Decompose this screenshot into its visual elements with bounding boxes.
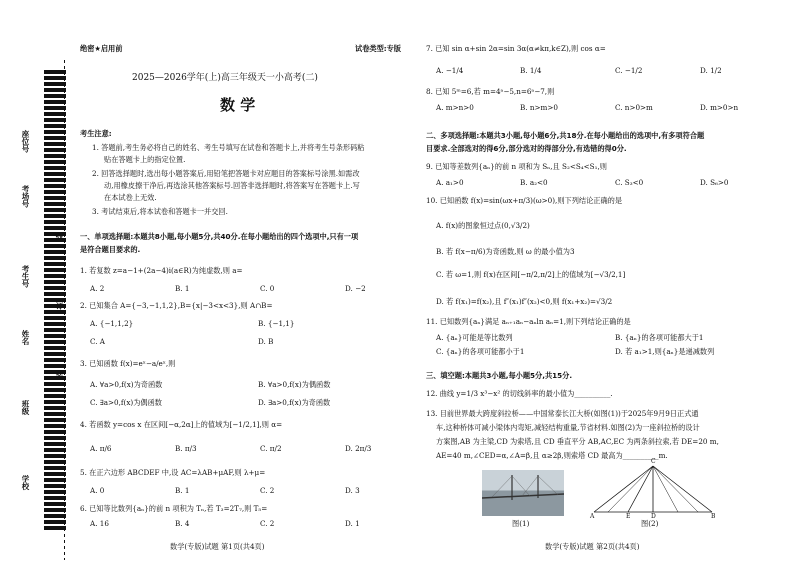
note-line: 2. 回答选择题时,选出每小题答案后,用铅笔把答题卡对应题目的答案标号涂黑.如需改: [92, 169, 360, 178]
option-c: C. π/2: [260, 444, 282, 453]
field-name: 姓名: [21, 330, 30, 345]
field-seat: 座位号: [21, 130, 30, 153]
option-c: C. 2: [260, 486, 275, 495]
question-text: 2. 已知集合 A={−3,−1,1,2},B={x|−3<x<3},则 A∩B=: [80, 301, 273, 310]
option-c: C. 若 ω=1,则 f(x)在区间[−π/2,π/2]上的值域为[−√3/2,1]: [436, 270, 626, 279]
option-b: B. ∀a>0,f(x)为偶函数: [258, 380, 331, 389]
field-school: 学校: [21, 475, 30, 490]
option-d: D. m>0>n: [700, 103, 739, 112]
option-a: A. {aₙ}可能是等比数列: [436, 333, 513, 342]
option-a: A. 2: [90, 284, 105, 293]
question-12: 12. 曲线 y=1/3 x³−x² 的切线斜率的最小值为__________.: [426, 389, 613, 398]
note-line: 3. 考试结束后,将本试卷和答题卡一并交回.: [92, 207, 228, 216]
question-text: 8. 已知 5ᵐ=6,若 m=4ᵃ−5,n=6ᵃ−7,则: [426, 87, 555, 96]
bridge-illustration: [482, 470, 564, 516]
point-c-label: C: [651, 458, 656, 465]
option-d: D. B: [258, 337, 274, 346]
question-text: 13. 目前世界最大跨度斜拉桥——中国常泰长江大桥(如图(1))于2025年9月9日正式通: [426, 409, 699, 418]
option-a: A. m>n>0: [436, 103, 474, 112]
question-text: 车,这种桥体可减小梁体内弯矩,减轻结构重量,节省材料.如图(2)为一座斜拉桥的设计: [436, 423, 700, 432]
option-c: C. −1/2: [615, 66, 643, 75]
section3-heading: 三、填空题:本题共3小题,每小题5分,共15分.: [426, 371, 573, 380]
option-a: A. a₁>0: [436, 178, 464, 187]
notes-head: 考生注意:: [80, 129, 112, 138]
footer-right: 数学(专版)试题 第2页(共4页): [545, 542, 640, 551]
option-a: A. π/6: [90, 444, 112, 453]
option-b: B. 若 f(x−π/6)为奇函数,则 ω 的最小值为3: [436, 247, 575, 256]
option-b: B. π/3: [175, 444, 197, 453]
point-a-label: A: [590, 513, 595, 520]
dashed-binding-line: [64, 60, 65, 560]
option-b: B. 1: [175, 486, 190, 495]
section2-line2: 目要求.全部选对的得6分,部分选对的得部分分,有选错的得0分.: [426, 144, 627, 153]
option-a: A. {−1,1,2}: [90, 319, 134, 328]
question-text: 10. 已知函数 f(x)=sin(ωx+π/3)(ω>0),则下列结论正确的是: [426, 196, 623, 205]
seal-pack: 装: [55, 372, 64, 380]
option-b: B. a₂<0: [520, 178, 548, 187]
option-c: C. n>0>m: [615, 103, 653, 112]
note-line: 1. 答题前,考生务必将自己的姓名、考生号填写在试卷和答题卡上,并将考生号条形码粘: [92, 143, 365, 152]
section2-line1: 二、多项选择题:本题共3小题,每小题6分,共18分.在每小题给出的选项中,有多项符合题: [426, 131, 705, 140]
question-text: 3. 已知函数 f(x)=eˣ−a/eˣ,则: [80, 359, 176, 368]
option-c: C. 0: [260, 284, 275, 293]
option-d: D. 3: [345, 486, 360, 495]
option-a: A. ∀a>0,f(x)为奇函数: [90, 380, 163, 389]
figure2-caption: 图(2): [641, 519, 659, 528]
option-d: D. 1/2: [700, 66, 722, 75]
option-a: A. 16: [90, 519, 109, 528]
confidential-label: 绝密★启用前: [80, 44, 123, 53]
question-text: 6. 已知等比数列{aₙ}的前 n 项积为 Tₙ,若 T₃=2T₇,则 T₅=: [80, 504, 268, 513]
subject-title: 数 学: [220, 96, 256, 114]
point-b-label: B: [711, 513, 716, 520]
option-b: B. 4: [175, 519, 190, 528]
option-c: C. ∃a>0,f(x)为偶函数: [90, 398, 162, 407]
option-b: B. n>m>0: [520, 103, 558, 112]
option-b: B. {aₙ}的各项可能都大于1: [615, 333, 704, 342]
option-b: B. 1/4: [520, 66, 542, 75]
question-text: 9. 已知等差数列{aₙ}的前 n 项和为 Sₙ,且 S₂<S₄<S₁,则: [426, 162, 607, 171]
section1-line2: 是符合题目要求的.: [80, 245, 141, 254]
footer-left: 数学(专版)试题 第1页(共4页): [170, 542, 265, 551]
option-a: A. 0: [90, 486, 105, 495]
option-d: D. 2π/3: [345, 444, 372, 453]
option-c: C. A: [90, 337, 106, 346]
point-d-label: D: [651, 513, 656, 520]
exam-title: 2025—2026学年(上)高三年级天一小高考(二): [132, 73, 318, 83]
option-a: A. −1/4: [436, 66, 464, 75]
seal-bind: 订: [55, 302, 64, 310]
option-b: B. 1: [175, 284, 190, 293]
option-d: D. 若 a₁>1,则{aₙ}是递减数列: [615, 347, 715, 356]
bridge-photo: [482, 470, 564, 516]
option-b: B. {−1,1}: [258, 319, 295, 328]
question-text: 7. 已知 sin α+sin 2α=sin 3α(α≠kπ,k∈Z),则 cos α=: [426, 44, 606, 53]
option-d: D. 1: [345, 519, 360, 528]
barcode-strip: [44, 70, 66, 532]
field-class: 班级: [21, 400, 30, 415]
option-c: C. 2: [260, 519, 275, 528]
seal-line: 线: [55, 232, 64, 240]
option-c: C. S₃<0: [615, 178, 644, 187]
bridge-diagram: [588, 462, 718, 518]
option-d: D. S₆>0: [700, 178, 729, 187]
question-text: 5. 在正六边形 ABCDEF 中,设 AC=λAB+μAF,则 λ+μ=: [80, 468, 266, 477]
note-line: 动,用橡皮擦干净后,再选涂其他答案标号.回答非选择题时,将答案写在答题卡上.写: [104, 181, 360, 190]
question-text: 11. 已知数列{aₙ}满足 aₙ₊₁aₙ−aₙln aₙ=1,则下列结论正确的是: [426, 317, 631, 326]
question-text: 1. 若复数 z=a−1+(2a−4)i(a∈R)为纯虚数,则 a=: [80, 266, 243, 275]
question-text: 4. 若函数 y=cos x 在区间[−α,2α]上的值域为[−1/2,1],则 α=: [80, 420, 283, 429]
option-d: D. ∃a>0,f(x)为奇函数: [258, 398, 331, 407]
question-text: AE=40 m,∠CED=α,∠A=β,且 α≥2β,则索塔 CD 最高为__________m.: [436, 451, 668, 460]
paper-type: 试卷类型:专版: [355, 44, 401, 53]
option-c: C. {aₙ}的各项可能都小于1: [436, 347, 525, 356]
option-d: D. 若 f(x₁)=f(x₂),且 f″(x₁)f″(x₂)<0,则 f(x₁+x₂)=√3/2: [436, 297, 613, 306]
note-line: 在本试卷上无效.: [104, 193, 157, 202]
figure1-caption: 图(1): [512, 519, 530, 528]
note-line: 贴在答题卡上的指定位置.: [104, 155, 186, 164]
option-a: A. f(x)的图象恒过点(0,√3/2): [436, 221, 530, 230]
point-e-label: E: [626, 513, 631, 520]
field-id: 考生号: [21, 265, 30, 288]
section1-line1: 一、单项选择题:本题共8小题,每小题5分,共40分.在每小题给出的四个选项中,只有一项: [80, 232, 359, 241]
option-d: D. −2: [345, 284, 366, 293]
field-room: 考场号: [21, 185, 30, 208]
question-text: 方案图,AB 为主梁,CD 为索塔,且 CD 垂直平分 AB,AC,EC 为两条斜拉索,若 DE=20 m,: [436, 437, 719, 446]
